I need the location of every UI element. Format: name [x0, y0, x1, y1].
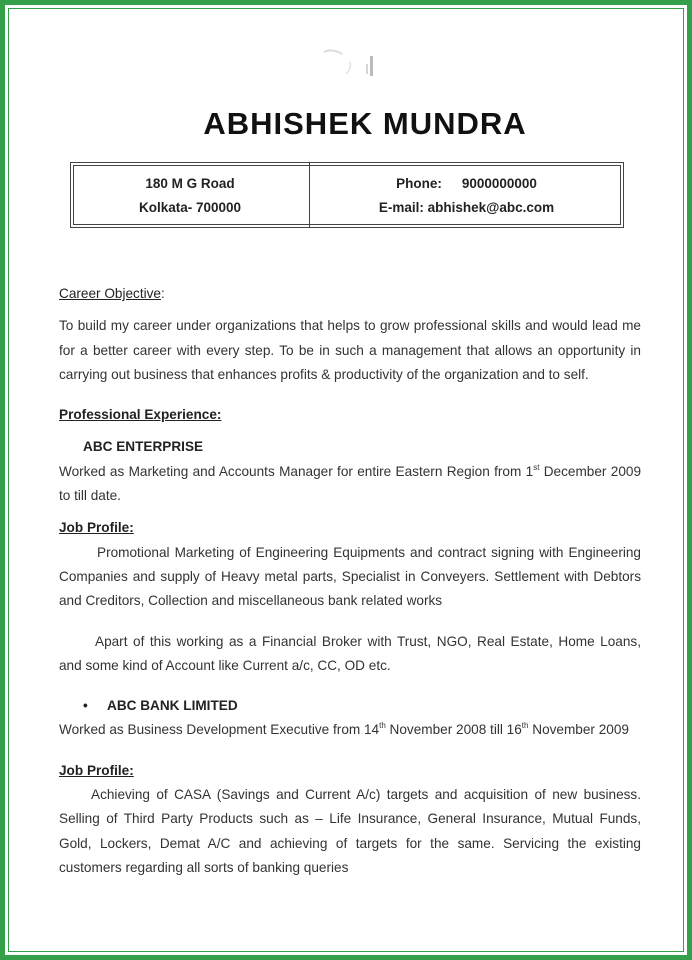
phone-value: 9000000000	[461, 176, 537, 191]
job-role-abc-enterprise: Worked as Marketing and Accounts Manager for entire Eastern Region from 1st December 2009 to till date.	[59, 462, 642, 504]
job-profile-text-2: Apart of this working as a Financial Broker with Trust, NGO, Real Estate, Home Loans, and some kind of Account like Current a/c, CC, OD etc.	[59, 633, 641, 673]
address-block	[71, 163, 310, 227]
career-objective-heading	[59, 282, 641, 306]
resume-body	[59, 282, 641, 880]
professional-experience-heading: Professional Experience:	[59, 407, 222, 423]
job-profile-text-3: Achieving of CASA (Savings and Current A/c) targets and acquisition of new business. Selling of Third Party Products such as – Life Insurance, General Insurance, Mutual Funds, Gold, Lockers, Demat A/C and achieving of targets for the same. Servicing the existing customers regarding all sorts of banking queries	[59, 787, 641, 875]
company-name-abc-bank: • ABC BANK LIMITED	[59, 694, 641, 718]
career-objective-text: To build my career under organizations that helps to grow professional skills and would lead me for a better career with every step. To be in such a management that allows an opportunity in carrying out business that enhances profits & productivity of the organization and to self.	[59, 318, 641, 382]
bullet-icon: •	[83, 698, 88, 714]
phone-label: Phone:	[396, 176, 442, 191]
phone-email-block	[310, 163, 623, 227]
contact-box	[70, 162, 624, 228]
phone-line	[310, 172, 623, 196]
faded-logo-mark	[322, 48, 378, 78]
email-line: E-mail: abhishek@abc.com	[378, 200, 555, 215]
address-line-1: 180 M G Road	[145, 176, 235, 191]
career-objective-title: Career Objective	[59, 286, 161, 301]
address-line-2: Kolkata- 700000	[138, 200, 242, 215]
company-name-abc-enterprise: ABC ENTERPRISE	[83, 439, 204, 455]
candidate-name: ABHISHEK MUNDRA	[203, 106, 527, 141]
job-profile-heading-2: Job Profile:	[59, 762, 134, 778]
career-objective-colon: :	[161, 286, 165, 301]
job-profile-heading-1: Job Profile:	[59, 520, 134, 536]
job-role-abc-bank: Worked as Business Development Executive from 14th November 2008 till 16th November 2009	[59, 721, 629, 738]
job-profile-text-1: Promotional Marketing of Engineering Equipments and contract signing with Engineering Companies and supply of Heavy metal parts, Specialist in Conveyers. Settlement with Debtors and Creditors, Collection and miscellaneous bank related works	[59, 544, 641, 609]
